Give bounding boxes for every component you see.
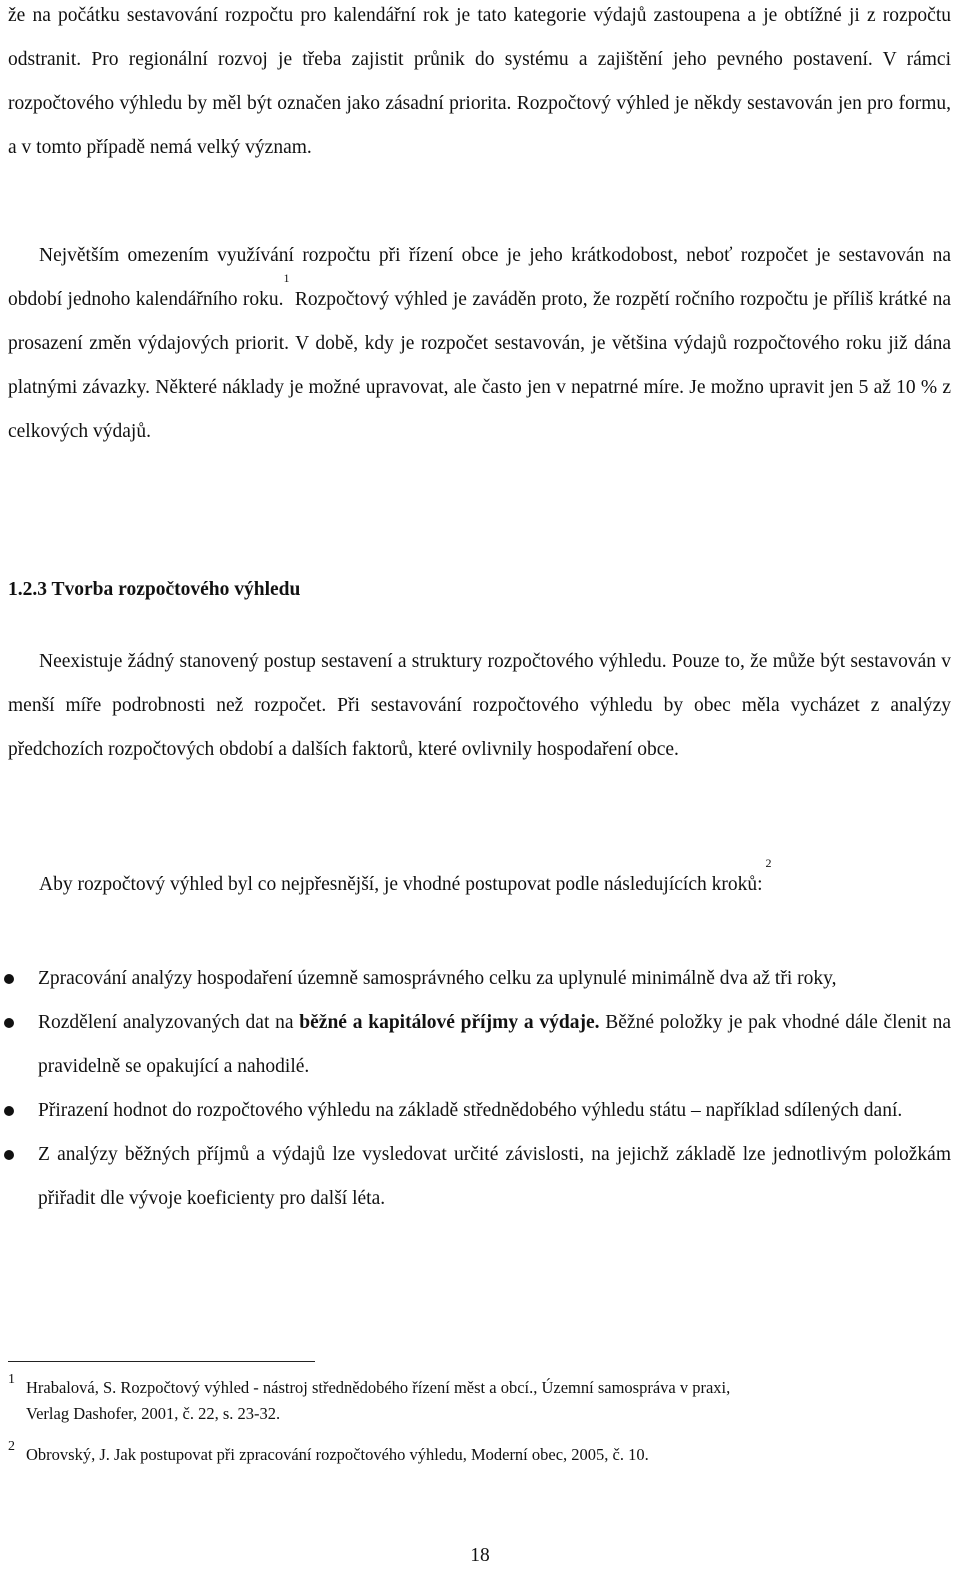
footnote-ref-2[interactable]: 2 [762,856,772,870]
footnote-1 [8,1372,951,1427]
footnote-2 [8,1439,951,1468]
paragraph-no-procedure: Neexistuje žádný stanovený postup sestavení a struktury rozpočtového výhledu. Pouze to, že může být sestavován v menší míře podrobnosti než rozpočet. Při sestavování rozpočtového výhledu by obec měla vycházet z analýzy předchozích rozpočtových období a dalších faktorů, které ovlivnily hospodaření obce. [8,651,951,760]
paragraph-text: Rozpočtový výhled je zaváděn proto, že rozpětí ročního rozpočtu je příliš krátké na prosazení změn výdajových priorit. V době, kdy je rozpočet sestavován, je většina výdajů rozpočtového roku již dána platnými závazky. Některé náklady je možné upravovat, ale často jen v nepatrné míre. Je možno upravit jen 5 až 10 % z celkových výdajů. [8,289,952,442]
footnote-text: Hrabalová, S. Rozpočtový výhled - nástroj střednědobého řízení měst a obcí., Územní samospráva v praxi, [26,1378,731,1397]
list-item-bold-text: běžné a kapitálové příjmy a výdaje. [299,1012,600,1033]
paragraph-budget-limits [8,234,951,454]
footnote-text: Obrovský, J. Jak postupovat při zpracování rozpočtového výhledu, Moderní obec, 2005, č. 10. [26,1445,649,1464]
list-item-text: Přirazení hodnot do rozpočtového výhledu na základě střednědobého výhledu státu – například sdílených daní. [38,1100,903,1121]
bullet-icon [4,974,14,984]
footnote-marker: 2 [8,1439,15,1454]
list-item [0,1001,951,1089]
list-item-text: Z analýzy běžných příjmů a výdajů lze vysledovat určité závislosti, na jejichž základě lze jednotlivým položkám přiřadit dle vývoje koeficienty pro další léta. [38,1144,951,1209]
footnote-marker: 1 [8,1372,15,1387]
section-heading: 1.2.3 Tvorba rozpočtového výhledu [8,579,301,600]
footnote-divider [8,1361,315,1362]
bullet-icon [4,1150,14,1160]
steps-list [0,957,951,1221]
paragraph-continuation: že na počátku sestavování rozpočtu pro kalendářní rok je tato kategorie výdajů zastoupena a je obtížné ji z rozpočtu odstranit. Pro regionální rozvoj je třeba zajistit průnik do systému a zajištění jeho pevného postavení. V rámci rozpočtového výhledu by měl být označen jako zásadní priorita. Rozpočtový výhled je někdy sestavován jen pro formu, a v tomto případě nemá velký význam. [8,5,951,158]
footnote-ref-1[interactable]: 1 [283,271,290,285]
bullet-icon [4,1106,14,1116]
list-item [0,1133,951,1221]
bullet-icon [4,1018,14,1028]
paragraph-steps-intro [8,856,951,907]
list-item [0,1089,951,1133]
list-item [0,957,951,1001]
paragraph-text: Největším omezením využívání rozpočtu při řízení obce je jeho krátkodobost, neboť rozpočet je sestavován na období jednoho kalendářního roku. [8,245,951,310]
list-item-text: Běžné položky je pak vhodné dále členit na pravidelně se opakující a nahodilé. [38,1012,951,1077]
footnote-text: Verlag Dashofer, 2001, č. 22, s. 23-32. [26,1404,281,1423]
list-item-text: Zpracování analýzy hospodaření územně samosprávného celku za uplynulé minimálně dva až tři roky, [38,968,837,989]
list-item-text: Rozdělení analyzovaných dat na [38,1012,300,1033]
paragraph-text: Aby rozpočtový výhled byl co nejpřesnější, je vhodné postupovat podle následujících kroků: [39,874,763,895]
page-number: 18 [470,1545,490,1566]
